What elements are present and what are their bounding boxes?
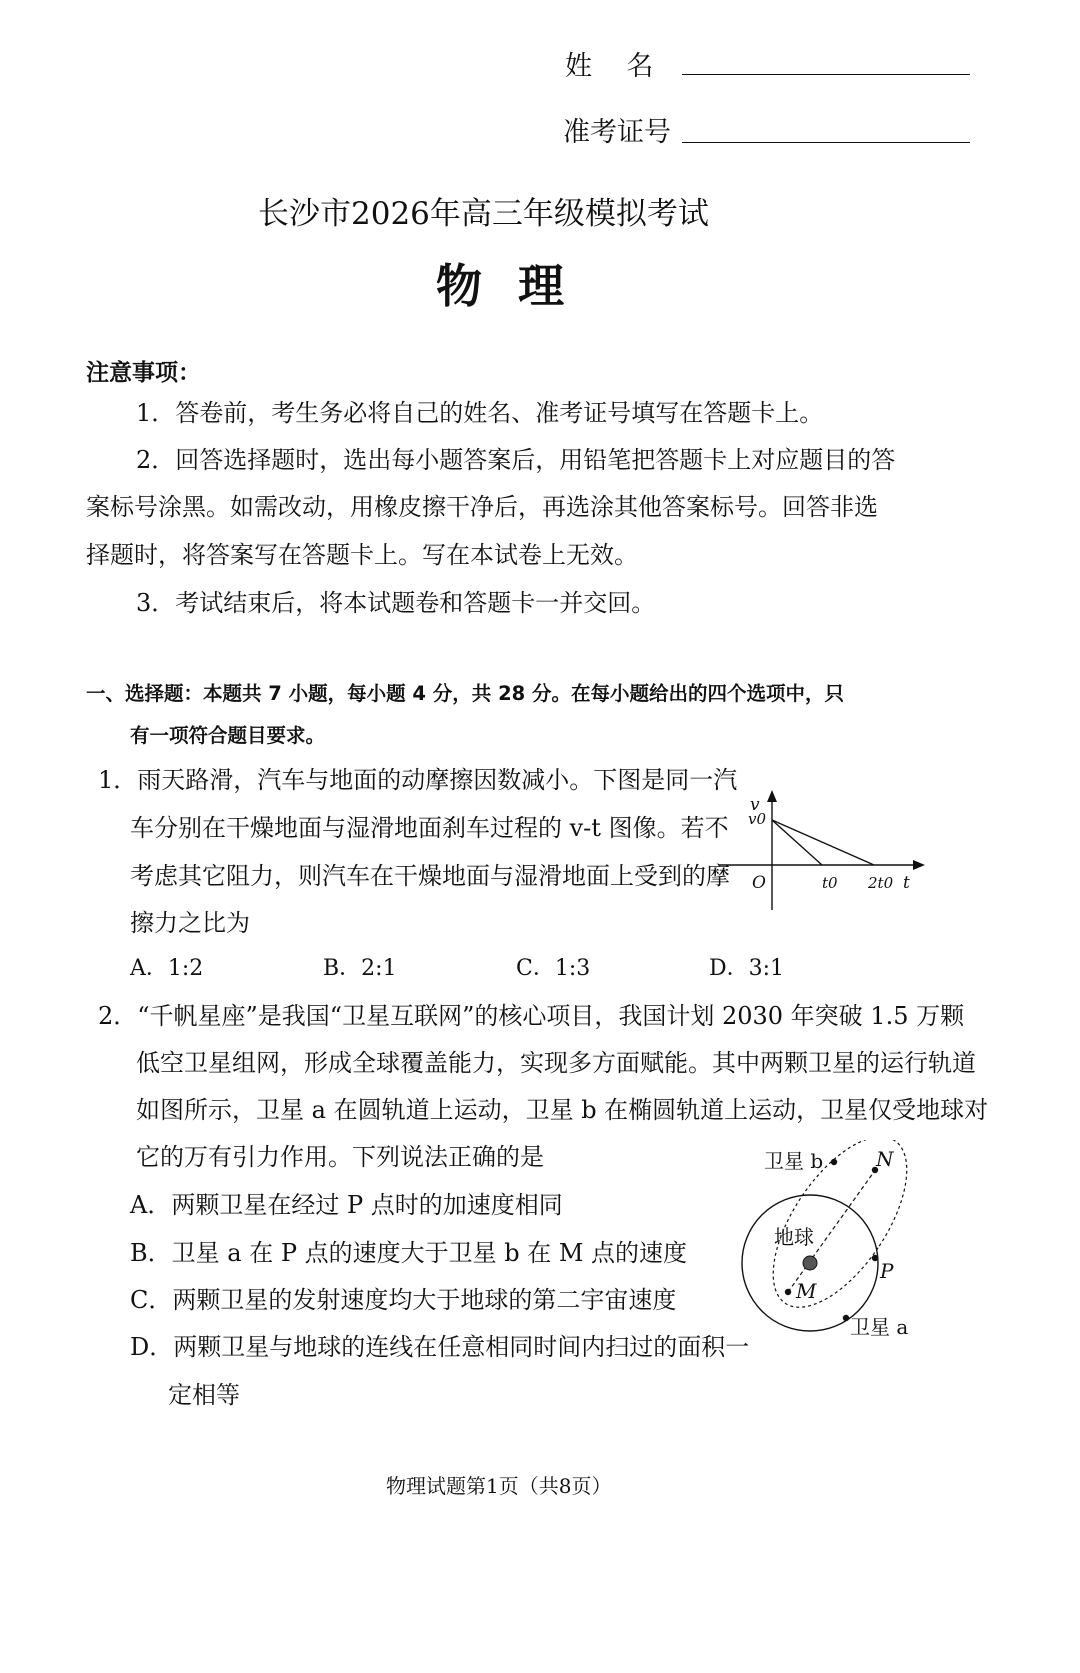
sat-a-label: 卫星 a [850,1315,909,1339]
sat-b-label: 卫星 b [764,1149,824,1173]
notice-heading: 注意事项： [86,360,201,386]
orbit-diagram [730,1140,950,1350]
notice-line-3: 案标号涂黑。如需改动，用橡皮擦干净后，再选涂其他答案标号。回答非选 [86,493,878,521]
q2-line-4: 它的万有引力作用。下列说法正确的是 [136,1143,544,1171]
q2-option-a: A．两颗卫星在经过 P 点时的加速度相同 [130,1191,563,1219]
earth-label: 地球 [774,1225,814,1249]
q2-line-1: 2．“千帆星座”是我国“卫星互联网”的核心项目，我国计划 2030 年突破 1.5 万颗 [98,1002,965,1030]
v-label: v [750,795,760,815]
q1-line-1: 1．雨天路滑，汽车与地面的动摩擦因数减小。下图是同一汽 [98,766,738,794]
v-axis-arrow [767,790,777,802]
t0-label: t0 [822,874,838,892]
q2-line-3: 如图所示，卫星 a 在圆轨道上运动，卫星 b 在椭圆轨道上运动，卫星仅受地球对 [136,1096,989,1124]
q2-line-2: 低空卫星组网，形成全球覆盖能力，实现多方面赋能。其中两颗卫星的运行轨道 [136,1049,976,1077]
q1-option-b: B．2:1 [323,956,397,981]
exam-id-field[interactable] [682,142,970,143]
point-m [785,1289,791,1295]
dry-line [772,820,822,865]
v0-label: v0 [748,810,767,828]
q1-line-4: 擦力之比为 [130,909,250,937]
p-label: P [880,1259,894,1283]
notice-line-2: 2．回答选择题时，选出每小题答案后，用铅笔把答题卡上对应题目的答 [136,446,896,474]
m-label: M [796,1279,817,1303]
notice-line-5: 3．考试结束后，将本试题卷和答题卡一并交回。 [136,589,656,617]
q2-option-d-cont: 定相等 [168,1381,240,1409]
section-heading: 一、选择题：本题共 7 小题，每小题 4 分，共 28 分。在每小题给出的四个选项中，只 [86,682,845,705]
notice-line-4: 择题时，将答案写在答题卡上。写在本试卷上无效。 [86,541,638,569]
origin-label: O [752,873,766,893]
section-heading-cont: 有一项符合题目要求。 [130,724,326,747]
point-p [872,1255,878,1261]
q1-option-c: C．1:3 [516,956,591,981]
name-field[interactable] [682,74,970,75]
exam-id-label: 准考证号 [563,117,671,148]
notice-line-1: 1．答卷前，考生务必将自己的姓名、准考证号填写在答题卡上。 [136,399,824,427]
page-footer: 物理试题第1页（共8页） [386,1474,612,1498]
satellite-b-dot [831,1159,837,1165]
satellite-a-dot [843,1315,849,1321]
exam-title: 长沙市2026年高三年级模拟考试 [258,196,709,232]
subject-title: 物理 [436,259,600,313]
q1-option-d: D．3:1 [709,956,785,981]
t-label: t [903,873,910,893]
vt-graph [720,790,940,920]
q2-option-b: B．卫星 a 在 P 点的速度大于卫星 b 在 M 点的速度 [130,1239,688,1267]
name-label: 姓 名 [565,51,654,82]
q1-line-2: 车分别在干燥地面与湿滑地面刹车过程的 v-t 图像。若不 [130,814,729,842]
q1-option-a: A．1:2 [130,956,204,981]
n-label: N [876,1147,894,1171]
q2-option-d: D．两颗卫星与地球的连线在任意相同时间内扫过的面积一 [130,1333,750,1361]
two-t0-label: 2t0 [868,874,894,892]
t-axis-arrow [913,860,925,870]
earth-dot [803,1256,817,1270]
q1-line-3: 考虑其它阻力，则汽车在干燥地面与湿滑地面上受到的摩 [130,862,730,890]
q2-option-c: C．两颗卫星的发射速度均大于地球的第二宇宙速度 [130,1286,677,1314]
wet-line [772,820,874,865]
